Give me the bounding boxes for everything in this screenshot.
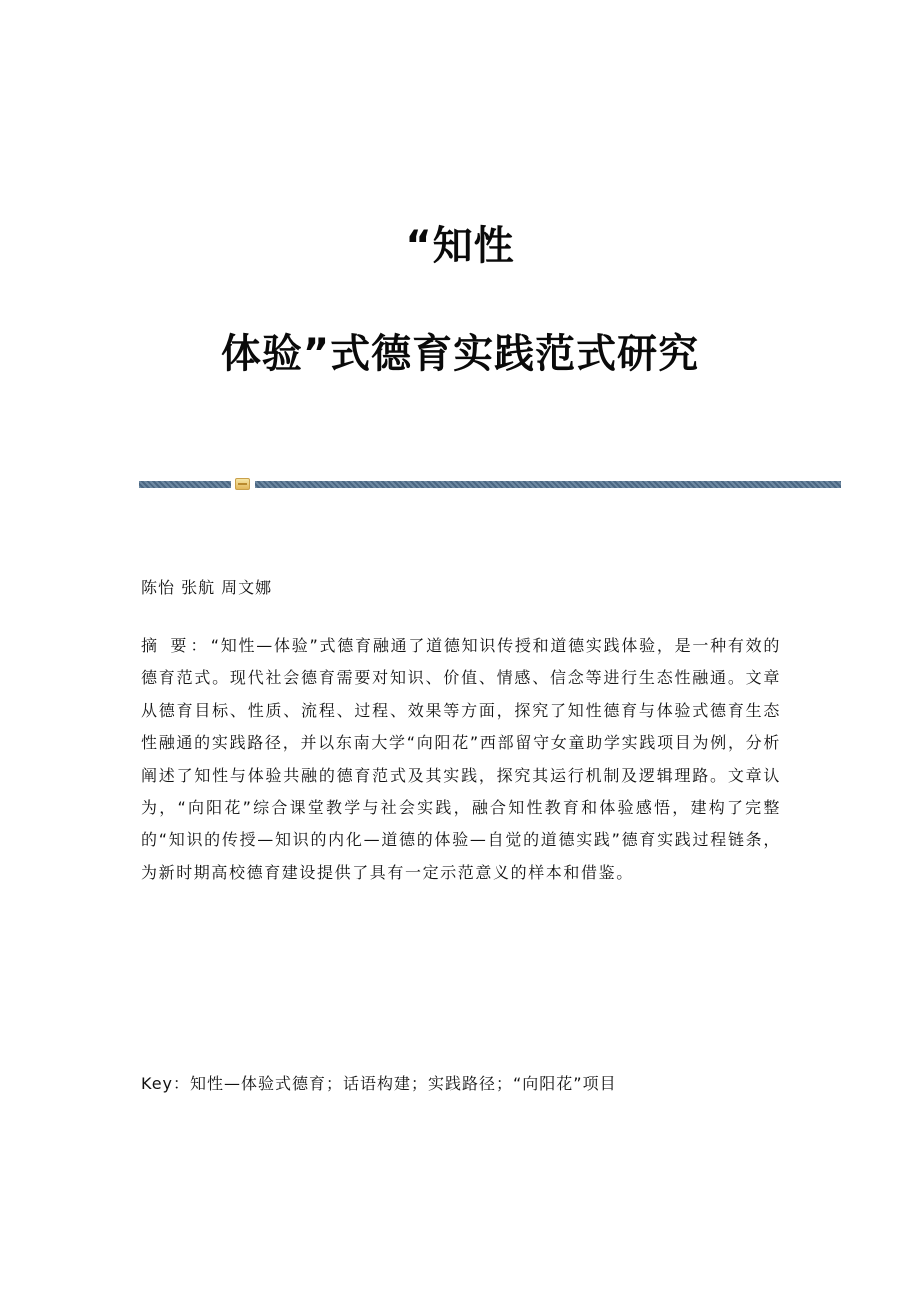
abstract-text: “知性—体验”式德育融通了道德知识传授和道德实践体验，是一种有效的德育范式。现代社会德育需要对知识、价值、情感、信念等进行生态性融通。文章从德育目标、性质、流程、过程、效果等方面，探究了知性德育与体验式德育生态性融通的实践路径，并以东南大学“向阳花”西部留守女童助学实践项目为例，分析阐述了知性与体验共融的德育范式及其实践，探究其运行机制及逻辑理路。文章认为，“向阳花”综合课堂教学与社会实践，融合知性教育和体验感悟，建构了完整的“知识的传授—知识的内化—道德的体验—自觉的道德实践”德育实践过程链条，为新时期高校德育建设提供了具有一定示范意义的样本和借鉴。 [141, 636, 781, 882]
keywords-text: 知性—体验式德育；话语构建；实践路径；“向阳花”项目 [190, 1074, 617, 1093]
keywords-label: Key： [141, 1074, 191, 1093]
document-title-line-2: 体验”式德育实践范式研究 [220, 331, 700, 377]
abstract-paragraph [141, 630, 781, 889]
divider-ornament-icon [235, 478, 250, 490]
document-title-line-1: “知性 [405, 223, 515, 269]
divider-bar-right [255, 481, 841, 488]
authors-line: 陈怡 张航 周文娜 [141, 578, 273, 597]
keywords-line [141, 1072, 617, 1096]
divider-bar-left [139, 481, 231, 488]
title-divider [139, 478, 841, 490]
abstract-label: 摘 要： [141, 636, 211, 655]
